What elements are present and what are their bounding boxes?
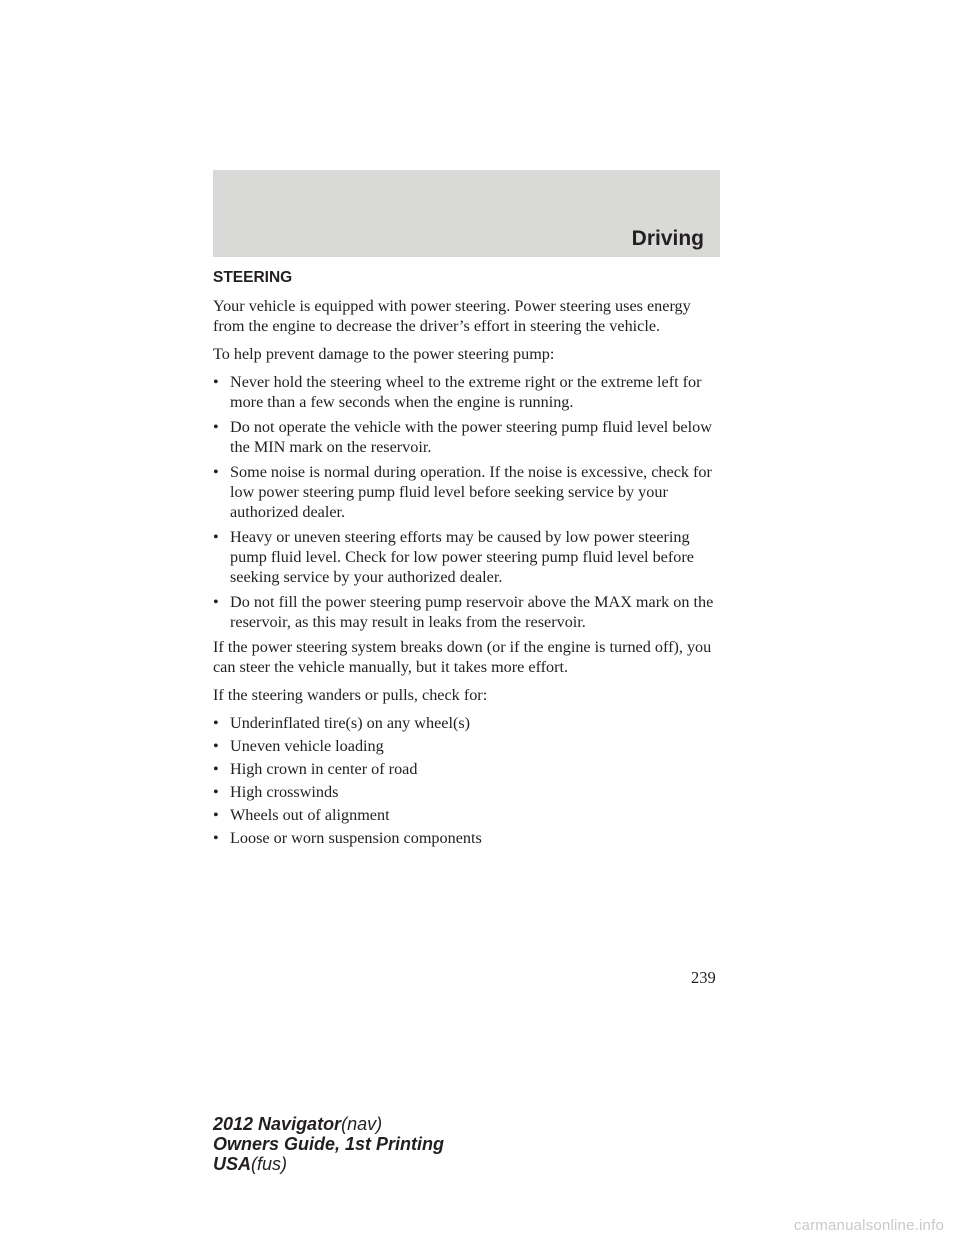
list-item-text: Underinflated tire(s) on any wheel(s) xyxy=(230,714,471,732)
footer-model-code: (nav) xyxy=(341,1114,383,1134)
list-item-text: Do not fill the power steering pump reservoir above the MAX mark on the reservoir, as this may result in leaks from the reservoir. xyxy=(230,593,714,631)
bullet-icon: • xyxy=(213,418,219,436)
document-footer xyxy=(213,1114,444,1174)
section-title: Driving xyxy=(631,227,704,250)
prevent-lead-paragraph: To help prevent damage to the power steering pump: xyxy=(213,345,555,363)
prevent-damage-list xyxy=(213,372,723,632)
footer-edition: Owners Guide, 1st Printing xyxy=(213,1134,445,1154)
bullet-icon: • xyxy=(213,528,219,546)
list-item xyxy=(213,462,723,522)
section-header-band xyxy=(213,170,720,257)
breakdown-paragraph: If the power steering system breaks down (or if the engine is turned off), you can steer the vehicle manually, but it takes more effort. xyxy=(213,638,712,676)
page-number: 239 xyxy=(691,968,716,987)
footer-market-line xyxy=(213,1154,444,1174)
list-item xyxy=(213,372,723,412)
list-item xyxy=(213,736,723,756)
bullet-icon: • xyxy=(213,806,219,824)
list-item-text: Wheels out of alignment xyxy=(230,806,390,824)
list-item-text: Loose or worn suspension components xyxy=(230,829,482,847)
bullet-icon: • xyxy=(213,783,219,801)
footer-model-line xyxy=(213,1114,444,1134)
footer-market-code: (fus) xyxy=(251,1154,288,1174)
wander-lead-paragraph: If the steering wanders or pulls, check for: xyxy=(213,686,488,704)
list-item-text: Uneven vehicle loading xyxy=(230,737,384,755)
main-content xyxy=(213,268,723,851)
list-item xyxy=(213,782,723,802)
bullet-icon: • xyxy=(213,373,219,391)
list-item-text: High crosswinds xyxy=(230,783,339,801)
bullet-icon: • xyxy=(213,714,219,732)
list-item xyxy=(213,592,723,632)
bullet-icon: • xyxy=(213,737,219,755)
footer-market: USA xyxy=(213,1154,252,1174)
section-heading: STEERING xyxy=(213,269,293,286)
list-item xyxy=(213,417,723,457)
wander-check-list xyxy=(213,713,723,848)
watermark-text: carmanualsonline.info xyxy=(793,1217,944,1234)
list-item-text: Heavy or uneven steering efforts may be caused by low power steering pump fluid level. Check for low power steering pump fluid level before seeking service by your authorized dealer. xyxy=(230,528,694,586)
list-item xyxy=(213,759,723,779)
footer-model-name: 2012 Navigator xyxy=(213,1114,342,1134)
list-item xyxy=(213,805,723,825)
list-item-text: Some noise is normal during operation. If the noise is excessive, check for low power steering pump fluid level before seeking service by your authorized dealer. xyxy=(230,463,712,521)
list-item xyxy=(213,828,723,848)
list-item xyxy=(213,713,723,733)
list-item xyxy=(213,527,723,587)
list-item-text: Never hold the steering wheel to the extreme right or the extreme left for more than a few seconds when the engine is running. xyxy=(230,373,702,411)
footer-edition-line xyxy=(213,1134,444,1154)
bullet-icon: • xyxy=(213,829,219,847)
list-item-text: High crown in center of road xyxy=(230,760,418,778)
bullet-icon: • xyxy=(213,593,219,611)
bullet-icon: • xyxy=(213,760,219,778)
bullet-icon: • xyxy=(213,463,219,481)
list-item-text: Do not operate the vehicle with the power steering pump fluid level below the MIN mark on the reservoir. xyxy=(230,418,712,456)
intro-paragraph: Your vehicle is equipped with power steering. Power steering uses energy from the engine to decrease the driver’s effort in steering the vehicle. xyxy=(213,297,691,335)
